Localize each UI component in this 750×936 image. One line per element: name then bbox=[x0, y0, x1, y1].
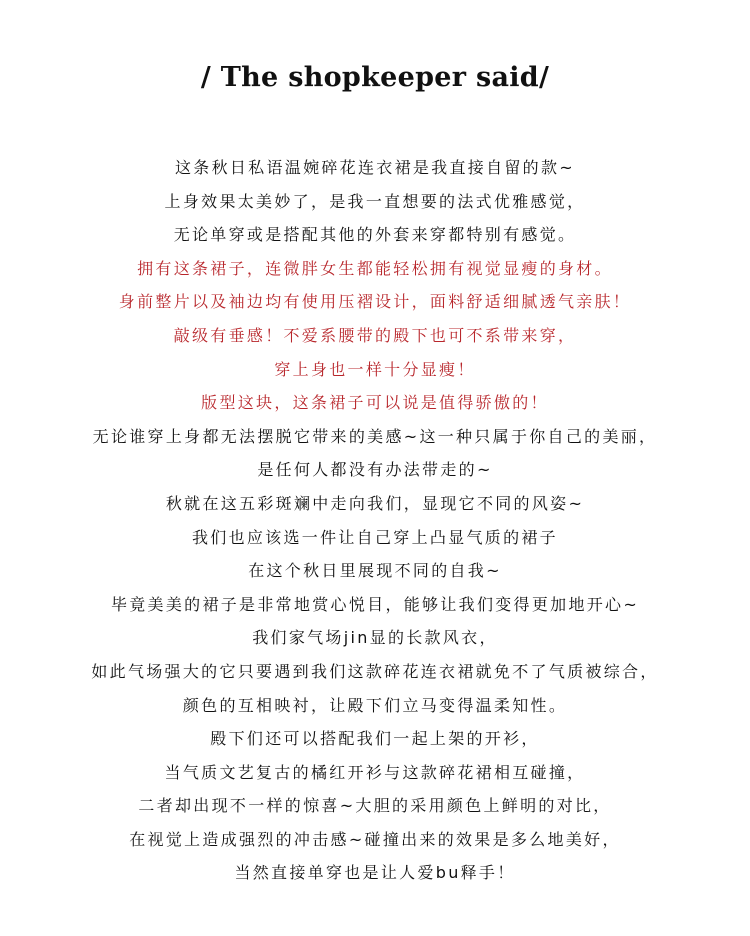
highlighted-text-line: 敲级有垂感！不爱系腰带的殿下也可不系带来穿， bbox=[173, 325, 577, 345]
text-line: 是任何人都没有办法带走的~ bbox=[257, 460, 493, 480]
description-text-block bbox=[0, 151, 750, 890]
text-line: 颜色的互相映衬，让殿下们立马变得温柔知性。 bbox=[182, 695, 568, 715]
text-line: 如此气场强大的它只要遇到我们这款碎花连衣裙就免不了气质被综合， bbox=[91, 661, 659, 681]
highlighted-text-line: 穿上身也一样十分显瘦！ bbox=[274, 359, 476, 379]
highlighted-text-line: 拥有这条裙子，连微胖女生都能轻松拥有视觉显瘦的身材。 bbox=[137, 258, 613, 278]
text-line: 秋就在这五彩斑斓中走向我们，显现它不同的风姿~ bbox=[165, 493, 585, 513]
text-line: 这条秋日私语温婉碎花连衣裙是我直接自留的款~ bbox=[174, 158, 575, 177]
text-line: 上身效果太美妙了，是我一直想要的法式优雅感觉， bbox=[164, 191, 586, 211]
text-line: 我们也应该选一件让自己穿上凸显气质的裙子 bbox=[191, 527, 558, 547]
text-line: 当然直接单穿也是让人爱bu释手！ bbox=[234, 863, 516, 883]
text-line: 毕竟美美的裙子是非常地赏心悦目，能够让我们变得更加地开心~ bbox=[110, 594, 640, 614]
text-line: 二者却出现不一样的惊喜~大胆的采用颜色上鲜明的对比， bbox=[138, 796, 612, 816]
text-line: 无论谁穿上身都无法摆脱它带来的美感~这一种只属于你自己的美丽， bbox=[92, 426, 658, 446]
text-line: 在这个秋日里展现不同的自我~ bbox=[248, 561, 502, 581]
text-line: 当气质文艺复古的橘红开衫与这款碎花裙相互碰撞， bbox=[164, 762, 586, 782]
highlighted-text-line: 身前整片以及袖边均有使用压褶设计，面料舒适细腻透气亲肤！ bbox=[118, 292, 632, 312]
page-title: / The shopkeeper said/ bbox=[200, 62, 550, 93]
text-line: 在视觉上造成强烈的冲击感~碰撞出来的效果是多么地美好， bbox=[129, 829, 621, 849]
highlighted-text-line: 版型这块，这条裙子可以说是值得骄傲的！ bbox=[201, 393, 549, 413]
text-line: 我们家气场jin显的长款风衣， bbox=[252, 628, 498, 648]
text-line: 殿下们还可以搭配我们一起上架的开衫， bbox=[210, 729, 540, 749]
text-line: 无论单穿或是搭配其他的外套来穿都特别有感觉。 bbox=[173, 225, 577, 245]
